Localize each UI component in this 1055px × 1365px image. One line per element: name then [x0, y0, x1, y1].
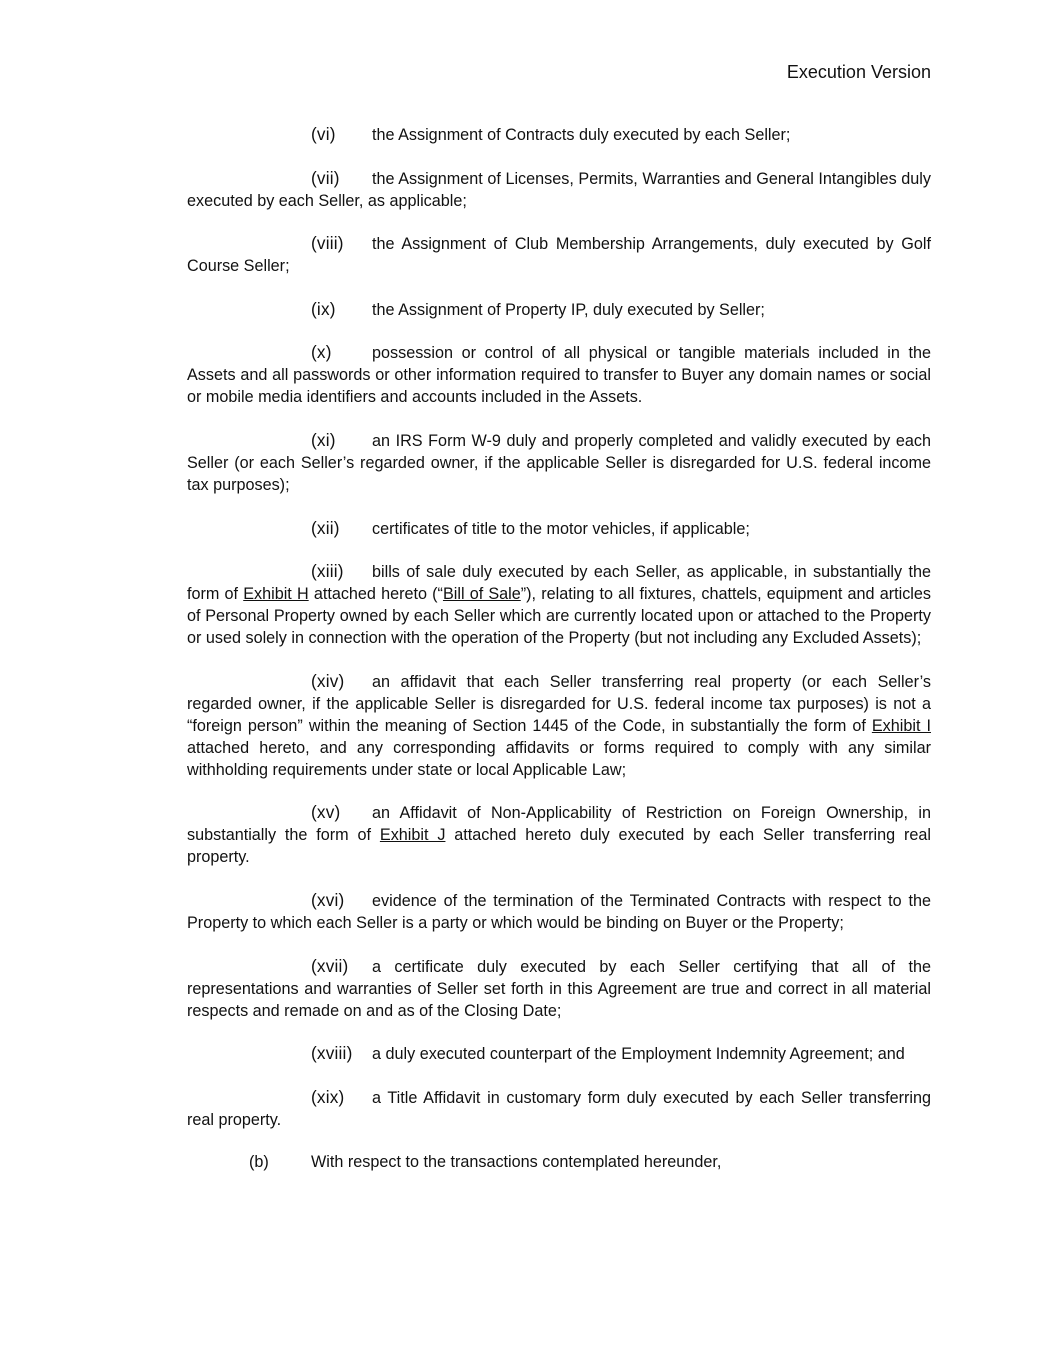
clause-label: (xvii): [311, 955, 349, 976]
clause-viii: [187, 232, 931, 277]
clause-label: (xi): [311, 429, 336, 450]
exhibit-i-reference: Exhibit I: [871, 716, 931, 735]
clause-label: (ix): [311, 298, 336, 319]
clause-label: (xv): [311, 802, 341, 823]
clause-xi: [187, 429, 931, 496]
clause-text: evidence of the termination of the Terminated Contracts with respect to the Property to which each Seller is a party or which would be binding on Buyer or the Property;: [187, 891, 931, 932]
clause-xix: [187, 1086, 931, 1131]
clause-text: the Assignment of Property IP, duly executed by Seller;: [372, 300, 765, 319]
bill-of-sale-term: Bill of Sale: [442, 585, 521, 604]
clause-xiv: [187, 670, 931, 781]
clause-text: the Assignment of Contracts duly executed by each Seller;: [372, 126, 791, 144]
clause-label: (xiii): [311, 561, 344, 582]
clause-text: attached hereto duly executed by each Seller transferring real property.: [187, 826, 931, 867]
clause-vii: [187, 167, 931, 212]
clause-text: possession or control of all physical or tangible materials included in the Assets and all passwords or other information required to transfer to Buyer any domain names or social or mobile media identifiers and accounts included in the Assets.: [187, 344, 931, 407]
clause-xii: [187, 517, 931, 540]
clause-label: (xvi): [311, 889, 345, 910]
clause-label: (vii): [311, 167, 340, 188]
section-b: [187, 1151, 931, 1173]
clause-text: attached hereto (“: [308, 585, 443, 604]
clause-label: (vi): [311, 124, 336, 144]
exhibit-h-reference: Exhibit H: [243, 585, 309, 604]
clause-vi: [187, 123, 931, 146]
clause-label: (xix): [311, 1086, 345, 1107]
clause-text: a Title Affidavit in customary form duly executed by each Seller transferring real property.: [187, 1088, 931, 1129]
clause-text: an IRS Form W-9 duly and properly completed and validly executed by each Seller (or each Seller’s regarded owner, if the applicable Seller is disregarded for U.S. federal income tax purposes);: [187, 431, 931, 494]
clause-xviii: [187, 1042, 931, 1065]
clause-xiii: [187, 560, 931, 649]
clause-text: attached hereto, and any corresponding affidavits or forms required to comply with any similar withholding requirements under state or local Applicable Law;: [187, 738, 931, 779]
clause-ix: [187, 298, 931, 321]
clause-x: [187, 341, 931, 408]
clause-xvi: [187, 889, 931, 934]
clause-label: (viii): [311, 233, 344, 254]
clause-label: (xiv): [311, 670, 345, 691]
document-body: [187, 123, 931, 1173]
clause-text: an Affidavit of Non-Applicability of Restriction on Foreign Ownership, in substantially the form of: [187, 804, 931, 845]
clause-label: (x): [311, 342, 332, 363]
section-label: (b): [249, 1153, 269, 1172]
clause-text: bills of sale duly executed by each Seller, as applicable, in substantially the form of: [187, 563, 931, 604]
clause-text: the Assignment of Licenses, Permits, Warranties and General Intangibles duly executed by each Seller, as applicable;: [187, 169, 931, 210]
clause-text: ”), relating to all fixtures, chattels, equipment and articles of Personal Property owned by each Seller which are currently located upon or attached to the Property or used solely in connection with the operation of the Property (but not including any Excluded Assets);: [187, 585, 932, 648]
clause-text: certificates of title to the motor vehicles, if applicable;: [372, 519, 750, 538]
execution-version-header: Execution Version: [786, 62, 931, 82]
clause-xv: [187, 801, 931, 868]
clause-text: a duly executed counterpart of the Employment Indemnity Agreement; and: [372, 1045, 905, 1064]
clause-label: (xii): [311, 517, 340, 538]
clause-label: (xviii): [311, 1043, 353, 1064]
section-text: With respect to the transactions contemplated hereunder,: [311, 1153, 722, 1172]
clause-text: an affidavit that each Seller transferring real property (or each Seller’s regarded owner, if the applicable Seller is disregarded for U.S. federal income tax purposes) is not a “foreign person” within the meaning of Section 1445 of the Code, in substantially the form of: [187, 672, 931, 735]
clause-text: the Assignment of Club Membership Arrangements, duly executed by Golf Course Seller;: [187, 235, 931, 276]
clause-xvii: [187, 955, 931, 1022]
exhibit-j-reference: Exhibit J: [379, 826, 446, 845]
clause-text: a certificate duly executed by each Seller certifying that all of the representations and warranties of Seller set forth in this Agreement are true and correct in all material respects and remade on and as of the Closing Date;: [187, 957, 931, 1020]
